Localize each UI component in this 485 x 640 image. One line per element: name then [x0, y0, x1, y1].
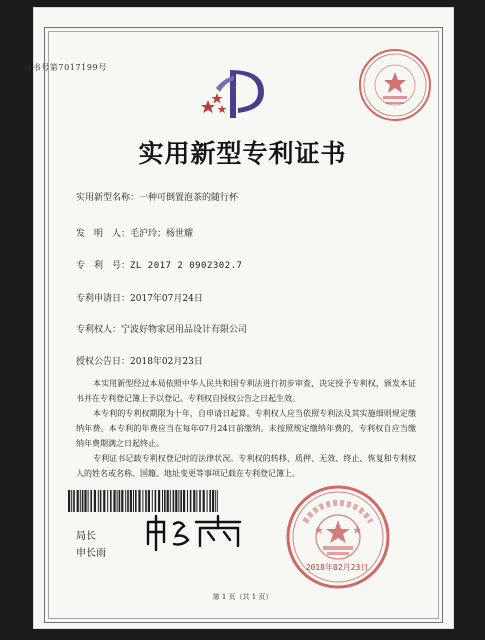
patent-office-logo-icon: [198, 66, 270, 120]
certificate-number: 证书号第7017199号: [24, 63, 107, 72]
patent-number-row: [76, 258, 242, 271]
body-paragraph-2: 本专利的专利权期限为十年，自申请日起算。专利权人应当依照专利法及其实施细则规定缴纳年费。本专利的年费应当在每年07月24日前缴纳。未按照规定缴纳年费的，专利权自应当缴纳年费期满之日起终止。: [76, 409, 416, 448]
seal-date: 2018年02月23日: [305, 563, 369, 572]
inventor-value: 毛沪玲；杨世耀: [130, 229, 194, 239]
patentee-row: [76, 322, 247, 335]
filing-date-label: 专利申请日：: [76, 294, 131, 304]
utility-model-name-row: [76, 190, 238, 203]
page-footer: 第 1 页（共 1 页）: [212, 593, 273, 601]
national-ip-office-seal-icon: [283, 482, 393, 592]
patentee-value: 宁波好物家居用品设计有限公司: [121, 325, 248, 335]
inventor-label: 发 明 人：: [76, 229, 131, 239]
filing-date-value: 2017年07月24日: [130, 294, 203, 304]
inventor-row: [76, 226, 193, 239]
utility-model-name-label: 实用新型名称：: [76, 193, 140, 203]
grant-date-row: [76, 354, 203, 367]
utility-model-name-value: 一种可倒置泡茶的随行杯: [139, 193, 239, 203]
patent-number-value: ZL 2017 2 0902302.7: [130, 261, 243, 271]
handwritten-signature-icon: [140, 512, 250, 552]
barcode-icon: [68, 490, 218, 512]
patent-number-label: 专 利 号：: [76, 261, 131, 271]
grant-date-value: 2018年02月23日: [130, 357, 203, 367]
body-paragraph-3: 专利证书记载专利权登记时的法律状况。专利权的转移、质押、无效、终止、恢复和专利权人的姓名或名称、国籍、地址变更等事项记载在专利登记簿上。: [76, 454, 416, 478]
filing-date-row: [76, 291, 203, 304]
certificate-body: [76, 376, 416, 481]
top-seal-icon: [356, 46, 434, 124]
body-paragraph-1: 本实用新型经过本局依照中华人民共和国专利法进行初步审查，决定授予专利权，颁发本证书并在专利登记簿上予以登记。专利权自授权公告之日起生效。: [76, 379, 416, 403]
grant-date-label: 授权公告日：: [76, 357, 131, 367]
certificate-title: 实用新型专利证书: [138, 139, 347, 168]
patentee-label: 专利权人：: [76, 325, 122, 335]
signature-name: 申长雨: [76, 548, 106, 559]
signature-title: 局长: [76, 531, 96, 542]
